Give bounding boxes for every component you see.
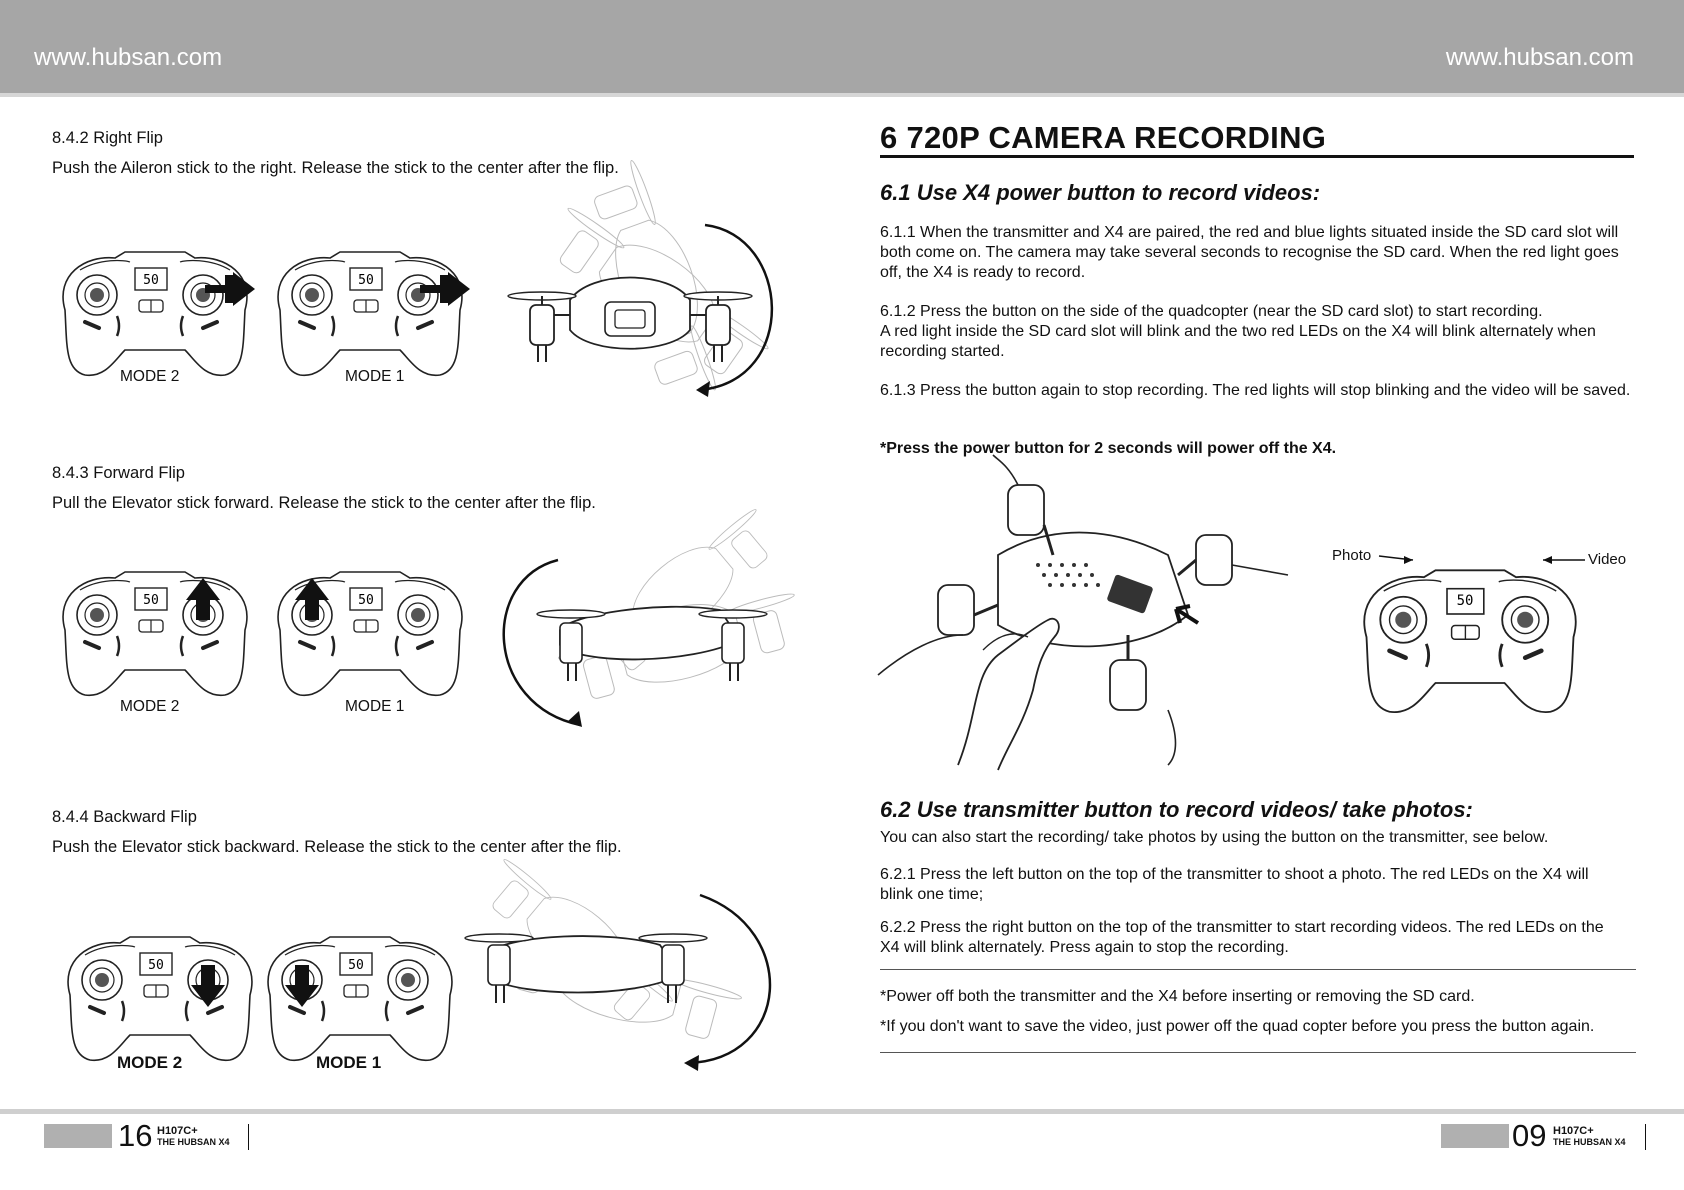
mode-2-label: MODE 2 [120,698,180,715]
paragraph-6-1-2a: 6.1.2 Press the button on the side of the quadcopter (near the SD card slot) to start recording. [880,303,1543,320]
page-number-left: 16 [118,1118,153,1153]
notes-top-divider [880,969,1636,970]
model-subtitle: THE HUBSAN X4 [1553,1137,1626,1147]
transmitter-mode2-backward-flip [60,935,260,1065]
svg-text:50: 50 [148,958,164,973]
backward-flip-text: Push the Elevator stick backward. Release the stick to the center after the flip. [52,838,622,856]
transmitter-mode2-forward-flip [55,570,255,700]
section-6-1-heading: 6.1 Use X4 power button to record videos: [880,180,1321,205]
transmitter-mode2-right-flip [55,250,255,380]
header-divider [0,93,1684,97]
footer-separator-right [1645,1124,1646,1150]
mode-1-label: MODE 1 [345,368,405,385]
mode-2-label: MODE 2 [120,368,180,385]
model-label-left [157,1126,230,1148]
forward-flip-heading: 8.4.3 Forward Flip [52,464,185,482]
drone-backward-flip-illustration [470,880,790,1080]
svg-text:50: 50 [358,593,374,608]
mode-1-label: MODE 1 [345,698,405,715]
website-url-left: www.hubsan.com [34,44,223,71]
mode-1-label: MODE 1 [316,1053,382,1072]
backward-flip-heading: 8.4.4 Backward Flip [52,808,197,826]
photo-callout: Photo [1332,547,1372,564]
page-tab-right [1441,1124,1509,1148]
forward-flip-text: Pull the Elevator stick forward. Release the stick to the center after the flip. [52,494,596,512]
model-label-right [1553,1126,1626,1148]
note-sd-card: *Power off both the transmitter and the X4 before inserting or removing the SD card. [880,988,1475,1005]
mode-2-label: MODE 2 [117,1053,183,1072]
note-save-video: *If you don't want to save the video, just power off the quad copter before you press the button again. [880,1018,1595,1035]
svg-text:50: 50 [1456,593,1474,609]
section-6-2-heading: 6.2 Use transmitter button to record videos/ take photos: [880,797,1473,822]
power-off-note: *Press the power button for 2 seconds will power off the X4. [880,440,1337,457]
quadcopter-power-button-illustration [878,465,1278,775]
transmitter-mode1-forward-flip [270,570,470,700]
model-name: H107C+ [1553,1125,1594,1137]
header-bar [0,0,1684,93]
title-underline [880,155,1634,158]
paragraph-6-2-1: 6.2.1 Press the left button on the top of the transmitter to shoot a photo. The red LEDs on the X4 will blink one time; [880,866,1589,903]
lcd-readout: 50 [143,273,159,288]
model-name: H107C+ [157,1125,198,1137]
transmitter-mode1-backward-flip [260,935,460,1065]
transmitter-photo-video-buttons [1355,548,1585,728]
footer-divider [0,1109,1684,1114]
svg-text:50: 50 [143,593,159,608]
paragraph-6-2-2: 6.2.2 Press the right button on the top of the transmitter to start recording videos. The red LEDs on the X4 will blink alternately. Press again to stop the recording. [880,919,1604,956]
svg-text:50: 50 [348,958,364,973]
drone-right-flip-illustration [500,190,800,410]
page-number-right: 09 [1512,1118,1547,1153]
notes-bottom-divider [880,1052,1636,1053]
page-tab-left [44,1124,112,1148]
lcd-readout: 50 [358,273,374,288]
right-flip-text: Push the Aileron stick to the right. Release the stick to the center after the flip. [52,159,619,177]
footer-separator-left [248,1124,249,1150]
page-title: 6 720P CAMERA RECORDING [880,120,1327,155]
drone-forward-flip-illustration [490,530,800,730]
video-callout: Video [1588,551,1627,568]
section-6-2-intro: You can also start the recording/ take photos by using the button on the transmitter, see below. [880,829,1549,846]
transmitter-mode1-right-flip [270,250,470,380]
right-flip-heading: 8.4.2 Right Flip [52,129,163,147]
paragraph-6-1-2b: A red light inside the SD card slot will blink and the two red LEDs on the X4 will blink alternately when recording started. [880,323,1596,360]
website-url-right: www.hubsan.com [1445,44,1634,71]
model-subtitle: THE HUBSAN X4 [157,1137,230,1147]
paragraph-6-1-3: 6.1.3 Press the button again to stop recording. The red lights will stop blinking and the video will be saved. [880,382,1631,399]
paragraph-6-1-1: 6.1.1 When the transmitter and X4 are paired, the red and blue lights situated inside the SD card slot will both come on. The camera may take several seconds to recognise the SD card. When the red light goes off, the X4 is ready to record. [880,224,1619,281]
